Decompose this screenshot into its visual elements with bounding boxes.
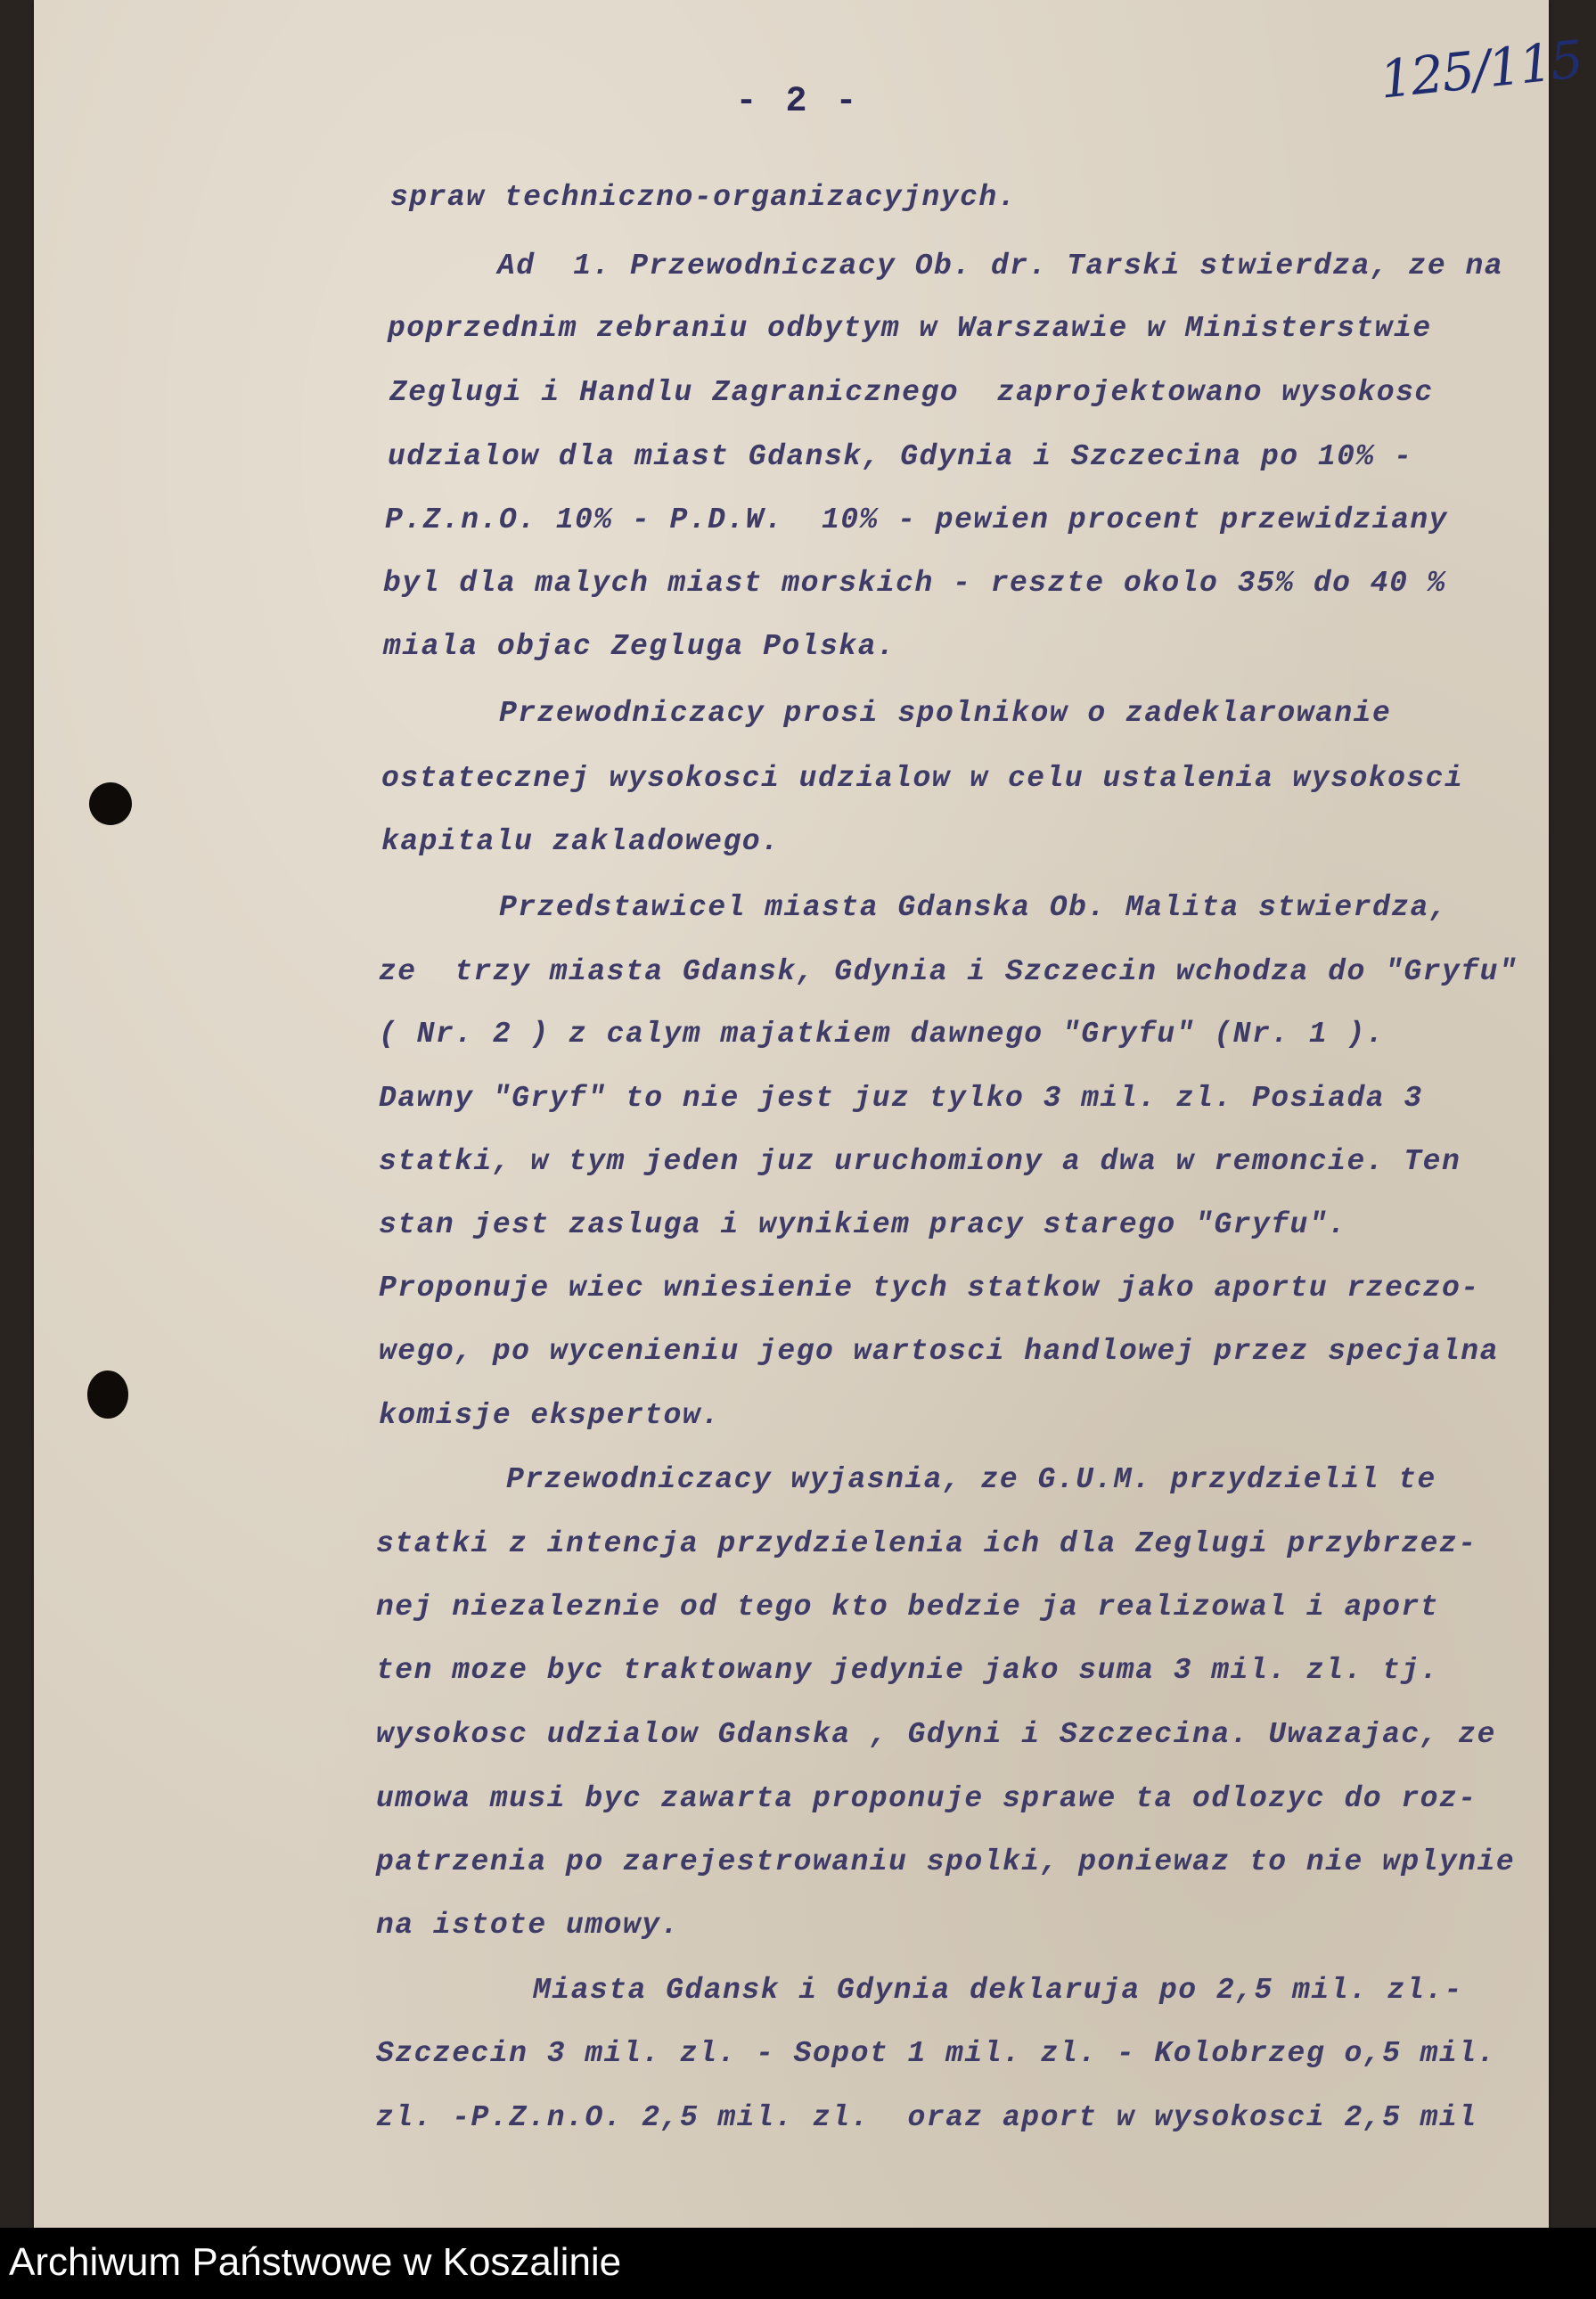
archive-handwritten-mark: 125/115	[1377, 29, 1584, 110]
text-line: Szczecin 3 mil. zl. - Sopot 1 mil. zl. - Kolobrzeg o,5 mil.	[376, 2037, 1496, 2070]
text-line: ostatecznej wysokosci udzialow w celu ustalenia wysokosci	[381, 762, 1464, 795]
page-number: - 2 -	[735, 82, 861, 122]
text-line: ze trzy miasta Gdansk, Gdynia i Szczecin wchodza do "Gryfu"	[379, 955, 1518, 988]
archive-footer-bar	[0, 2228, 1596, 2299]
text-line: Przewodniczacy wyjasnia, ze G.U.M. przydzielil te	[506, 1463, 1436, 1496]
text-line: udzialow dla miast Gdansk, Gdynia i Szczecina po 10% -	[388, 440, 1413, 473]
text-line: ( Nr. 2 ) z calym majatkiem dawnego "Gryfu" (Nr. 1 ).	[379, 1018, 1386, 1051]
text-line: nej niezaleznie od tego kto bedzie ja realizowal i aport	[376, 1591, 1439, 1624]
text-line: P.Z.n.O. 10% - P.D.W. 10% - pewien procent przewidziany	[385, 503, 1448, 536]
text-line: Ad 1. Przewodniczacy Ob. dr. Tarski stwierdza, ze na	[497, 250, 1504, 282]
archive-name-label: Archiwum Państwowe w Koszalinie	[9, 2240, 622, 2284]
text-line: na istote umowy.	[376, 1909, 680, 1942]
text-line: patrzenia po zarejestrowaniu spolki, poniewaz to nie wplynie	[376, 1845, 1516, 1878]
text-line: Miasta Gdansk i Gdynia deklaruja po 2,5 mil. zl.-	[533, 1974, 1463, 2007]
text-line: spraw techniczno-organizacyjnych.	[390, 181, 1018, 214]
text-line: wego, po wycenieniu jego wartosci handlowej przez specjalna	[379, 1335, 1499, 1368]
text-line: stan jest zasluga i wynikiem pracy starego "Gryfu".	[379, 1208, 1347, 1241]
text-line: komisje ekspertow.	[379, 1399, 721, 1432]
text-line: Proponuje wiec wniesienie tych statkow jako aportu rzeczo-	[379, 1272, 1480, 1305]
text-line: zl. -P.Z.n.O. 2,5 mil. zl. oraz aport w wysokosci 2,5 mil	[376, 2101, 1477, 2134]
text-line: byl dla malych miast morskich - reszte okolo 35% do 40 %	[383, 567, 1446, 600]
text-line: poprzednim zebraniu odbytym w Warszawie w Ministerstwie	[388, 312, 1432, 345]
text-line: statki, w tym jeden juz uruchomiony a dwa w remoncie. Ten	[379, 1145, 1461, 1178]
text-line: Przewodniczacy prosi spolnikow o zadeklarowanie	[499, 697, 1392, 730]
text-line: umowa musi byc zawarta proponuje sprawe ta odlozyc do roz-	[376, 1782, 1477, 1815]
text-line: Przedstawicel miasta Gdanska Ob. Malita stwierdza,	[499, 891, 1449, 924]
text-line: wysokosc udzialow Gdanska , Gdyni i Szczecina. Uwazajac, ze	[376, 1718, 1496, 1751]
text-line: ten moze byc traktowany jedynie jako suma 3 mil. zl. tj.	[376, 1654, 1439, 1687]
text-line: kapitalu zakladowego.	[381, 825, 781, 858]
text-line: statki z intencja przydzielenia ich dla Zeglugi przybrzez-	[376, 1527, 1477, 1560]
text-line: miala objac Zegluga Polska.	[383, 630, 896, 663]
text-line: Zeglugi i Handlu Zagranicznego zaprojektowano wysokosc	[389, 376, 1434, 409]
text-line: Dawny "Gryf" to nie jest juz tylko 3 mil. zl. Posiada 3	[379, 1082, 1423, 1115]
